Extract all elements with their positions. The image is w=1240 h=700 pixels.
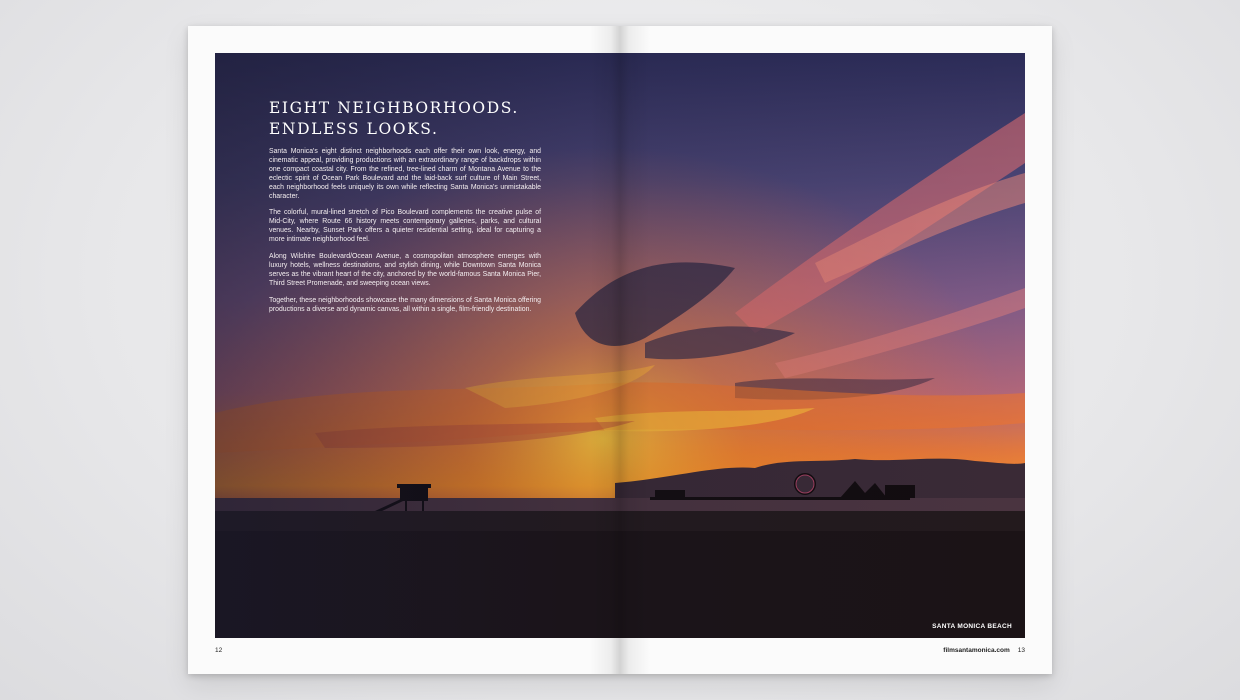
paragraph-4: Together, these neighborhoods showcase the many dimensions of Santa Monica offering productions a diverse and dynamic canvas, all within a single, film-friendly destination. [269, 296, 541, 313]
photo-caption: SANTA MONICA BEACH [932, 623, 1012, 630]
page-number-right: 13 [1017, 647, 1025, 654]
magazine-spread [188, 26, 1052, 674]
paragraph-1: Santa Monica's eight distinct neighborhoods each offer their own look, energy, and cinematic appeal, providing productions with an extraordinary range of backdrops within one compact coastal city. From the refined, tree-lined charm of Montana Avenue to the eclectic spirit of Ocean Park Boulevard and the laid-back surf culture of Main Street, each neighborhood feels uniquely its own while reflecting Santa Monica's unmistakable character. [269, 148, 541, 200]
website-url: filmsantamonica.com [943, 647, 1010, 654]
footer-right [943, 647, 1025, 654]
article-text [269, 98, 541, 323]
paragraph-2: The colorful, mural-lined stretch of Pico Boulevard complements the creative pulse of Mid-City, where Route 66 history meets contemporary galleries, parks, and cultural venues. Nearby, Sunset Park offers a quieter residential setting, ideal for capturing a more intimate neighborhood feel. [269, 209, 541, 244]
headline-line-2: ENDLESS LOOKS. [269, 120, 439, 138]
page-number-left: 12 [215, 647, 223, 654]
paragraph-3: Along Wilshire Boulevard/Ocean Avenue, a cosmopolitan atmosphere emerges with luxury hotels, wellness destinations, and stylish dining, while Downtown Santa Monica serves as the vibrant heart of the city, anchored by the world-famous Santa Monica Pier, Third Street Promenade, and sweeping ocean views. [269, 253, 541, 287]
headline-line-1: EIGHT NEIGHBORHOODS. [269, 99, 519, 117]
beach-sunset-photo [215, 53, 1025, 638]
article-headline [269, 98, 541, 140]
